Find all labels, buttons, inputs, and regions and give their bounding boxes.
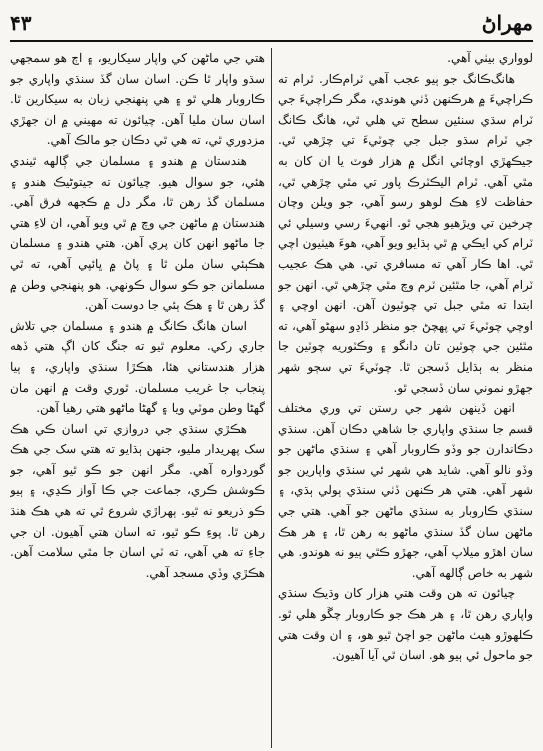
paragraph: هتي جي ماڻهن کي واپار سيکاريو، ۽ اڄ هو سمجهي سڌو واپار ٿا ڪن. اسان سان گڏ سنڌي واپاري جو ڪاروبار هلي ٿو ۽ هي پنهنجي زبان به سيکارين ٿا. اسان سان مليا آهن. چيائون ته مهيني ۾ ان جهڙي مزدوري ٿي، ته هي ٿي دڪان جو مالڪ آهي.: [10, 51, 265, 148]
paragraph: چيائون ته هن وقت هتي هزار کان وڌيڪ سنڌي واپاري رهن ٿا، ۽ هر هڪ جو ڪاروبار چڱو هلي ٿو. ڪلهوڙو هيٺ ماڻهن جو اچڻ ٿيو هو، ۽ ان وقت هتي جو ماحول ئي ٻيو هو. اسان ٿي آيا آهيون.: [278, 586, 533, 663]
left-column: [10, 48, 265, 748]
paragraph: انهن ڏينهن شهر جي رستن تي وري مختلف قسم جا سنڌي واپاري جا شاهي دڪان آهن. سنڌي دڪاندارن جو وڏو ڪاروبار آهي ۽ سنڌي ماڻهن جو وڏو نالو آهي. شايد هي شهر ئي سنڌي واپارين جو شهر آهي. هتي هر ڪنهن ڏٺي سنڌي ٻولي ٻڌي، ۽ سنڌي ڪاروبار به سنڌي ماڻهن جو آهي. هتي جي ماڻهن سان گڏ سنڌي ماڻهو به رهن ٿا، ۽ هر هڪ سان اهڙو ميلاپ آهي، جهڙو ڪٿي ٻيو نه هوندو. هي شهر به خاص ڳالهه آهي.: [278, 401, 533, 580]
paragraph: هانگ‌ڪانگ جو ٻيو عجب آهي ٽرام‌ڪار. ٽرام ته ڪراچيءَ ۾ هرڪنهن ڏٺي هوندي، مگر ڪراچيءَ جي ٽرام سڌي سنئين سطح تي هلي ٿي، هانگ ڪانگ جي ٽرام سڌو جبل جي چوٽيءَ تي چڙهي ٿي. جيڪهڙي اوچائي انگل ۾ هزار فوٽ يا ان کان به مٿي آهي. ٽرام اليڪٽرڪ پاور تي مٿي چڙهي ٿي، حفاظت لاءِ هڪ لوهو رسو آهي، جو ويلن وچان چرخين تي ويڙهيو هجي ٿو. انهيءَ رسي وسيلي ئي ٽرام کي ايڪي ۾ ٿي ٻڌايو ويو آهي، هوءَ هيٺيون اچي ٿي. اها ڪار آهي ته مسافري تي. هي هڪ عجيب ٽرام آهي، جا مٿئين ٽرم وچ مٿي چڙهي ٿي. انهن جو ابتدا ته مٿي جبل تي چوٽيون آهن. انهن اوچي ۽ اوچي چوٽيءَ تي پهچڻ جو منظر ڏاڍو سهڻو آهي، ته مٿئين جي چوٽين تان دانگو ۽ وڪٽوريه چوٽين جا منظر به ٻڌايل ڏسجن ٿا. چوٽيءَ تي سڄو شهر جهڙو نموني سان ڏسجي ٿو.: [278, 71, 533, 395]
page-number: ۴٣: [10, 11, 32, 35]
journal-title: مهراڻ: [481, 11, 533, 35]
right-column: [278, 48, 533, 748]
column-divider: [271, 48, 272, 748]
paragraph: هندستان ۾ هندو ۽ مسلمان جي ڳالهه ٿيندي هئي، جو سوال هيو. چيائون ته جيتوڻيڪ هندو ۽ مسلمان گڏ رهن ٿا، مگر دل ۾ ڪجهه فرق آهي. هندستان ۾ ماڻهن جي وچ ۾ ٿي ويو آهي، ان لاءِ هتي جا ماڻهو انهن کان پري آهن. هتي هندو ۽ مسلمان هڪٻئي سان ملن ٿا ۽ پاڻ ۾ ڀائپي آهي، ته ٿي مسلمانن جو ڪو سوال ڪونهي. هو پنهنجي وطن ۾ گڏ رهن ٿا ۽ هڪ ٻئي جا دوست آهن.: [10, 153, 265, 313]
header-rule: [10, 40, 533, 42]
paragraph: لوواري بيٺي آهي.: [447, 51, 533, 65]
paragraph: اسان هانگ ڪانگ ۾ هندو ۽ مسلمان جي تلاش جاري رکي. معلوم ٿيو ته جنگ کان اڳ هتي ڏهه هزار هندستاني هئا، هڪڙا سنڌي واپاري، ۽ ٻيا پنجاب جا غريب مسلمان. ٿوري وقت ۾ انهن مان گهڻا وطن موٽي ويا ۽ گهڻا ماڻهو هتي رهيا آهن.: [10, 318, 265, 416]
page-header: [10, 6, 533, 40]
text-columns: [10, 48, 533, 748]
paragraph: هڪڙي سنڌي جي دروازي تي اسان ڪي هڪ سک پهريدار مليو، جنهن ٻڌايو ته هتي سک جي هڪ گوردواره آهي. مگر انهن جو ڪو ٿيو آهي، جو ڪوشش ڪري، جماعت جي ڪا آواز ڪڍي، ۽ ٻيو ڪو ذريعو نه ٿيو. ٻهراڙي شروع ٿي ته هي هڪ هنڌ رهن ٿا. پوءِ ڪو ٿيو، ته اسان هتي آهيون. ان جي جاءِ ته هي آهي، ته ٽي اسان جا مٿي سلامت آهن. هڪڙي وڏي مسجد آهي.: [10, 421, 265, 580]
